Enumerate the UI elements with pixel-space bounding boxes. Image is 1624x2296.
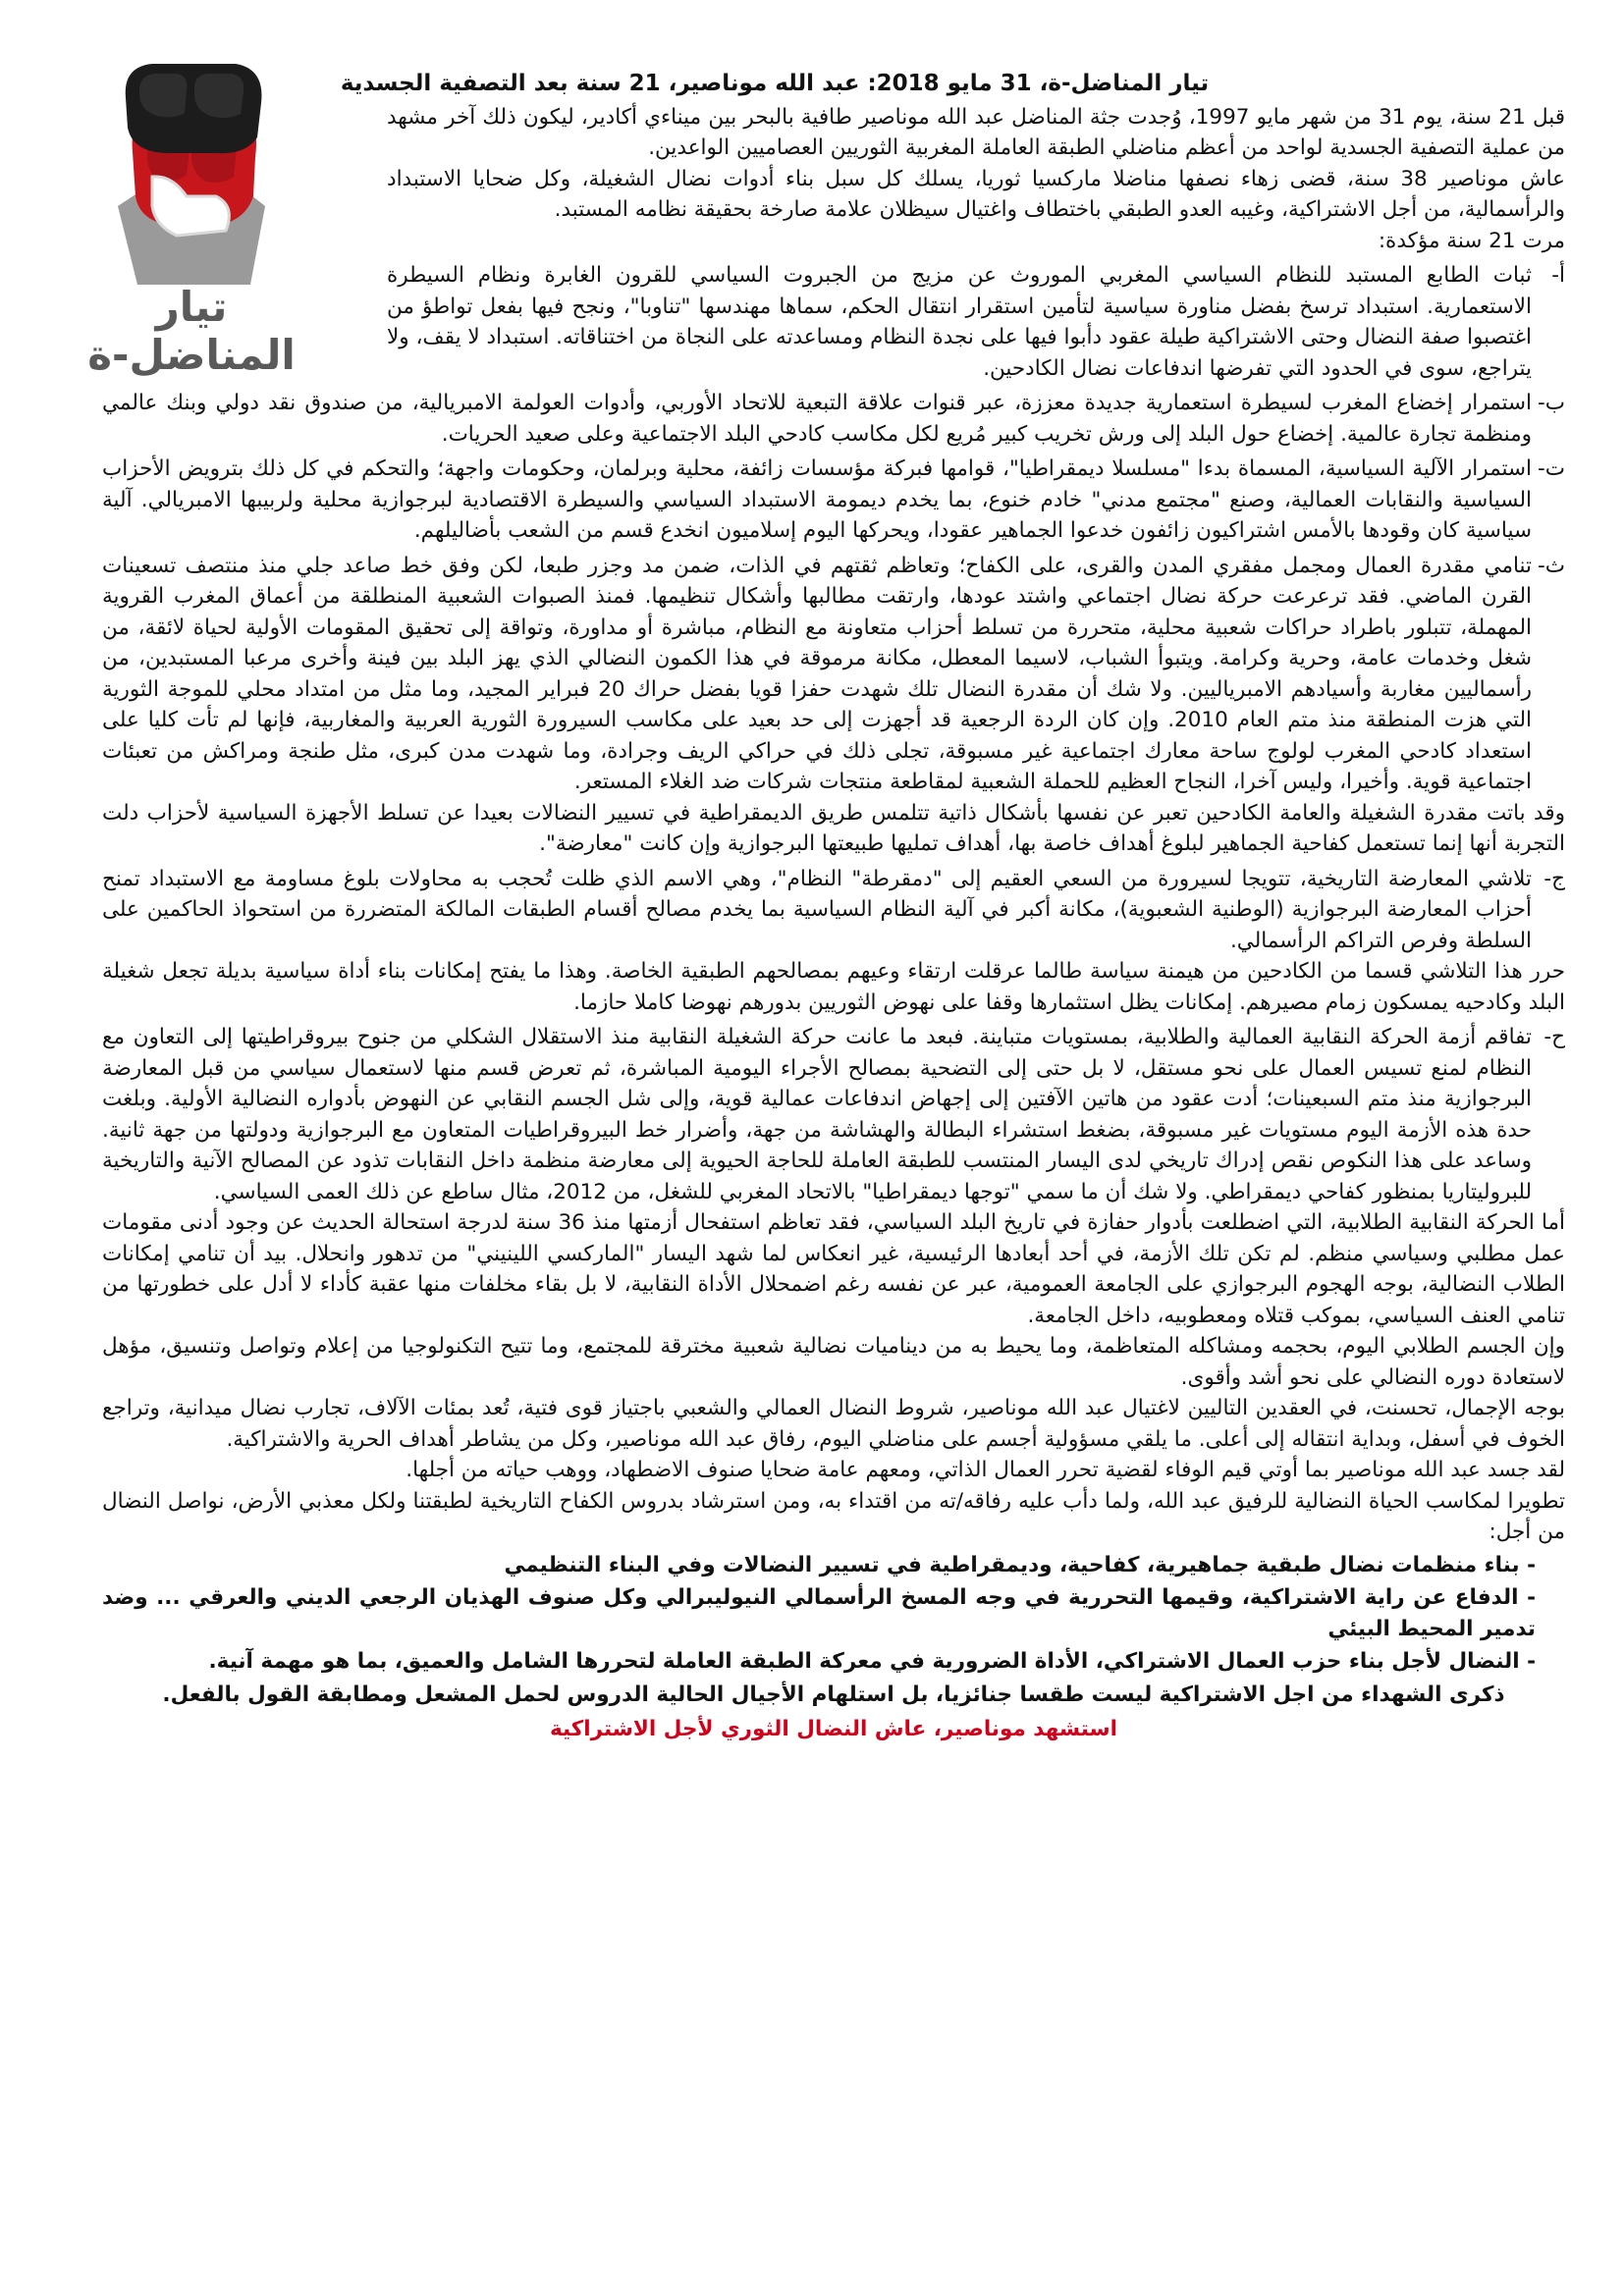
- intro-section: [387, 102, 1565, 257]
- list-item-label: ب-: [1538, 391, 1565, 415]
- intro-paragraph-1: قبل 21 سنة، يوم 31 من شهر مايو 1997، وُجدت جثة المناضل عبد الله موناصير طافية بالبحر بين ميناءي أكادير، ليكون ذلك آخر مشهد من عملية التصفية الجسدية لواحد من أعظم مناضلي الطبقة العاملة المغربية الثوريين العصاميين الواعدين.: [387, 104, 1566, 160]
- list-item-label: ث-: [1538, 553, 1565, 578]
- logo-text: تيار المناضل-ة: [87, 283, 296, 379]
- list-item-b: [102, 388, 1565, 450]
- list-item-label: ت-: [1538, 456, 1565, 481]
- demand-item: - بناء منظمات نضال طبقية جماهيرية، كفاحية، وديمقراطية في تسيير النضالات وفي البناء التنظيمي: [504, 1552, 1536, 1577]
- outro-paragraph-2: لقد جسد عبد الله موناصير بما أوتي قيم الوفاء لقضية تحرر العمال الذاتي، ومعهم عامة ضحايا صنوف الاضطهاد، ووهب حياته من أجلها.: [406, 1458, 1565, 1482]
- list-item-th: [102, 551, 1565, 798]
- demand-item: - الدفاع عن راية الاشتراكية، وقيمها التحررية في وجه المسخ الرأسمالي النيوليبرالي وكل صنوف الهذيان الرجعي الديني والعرقي ... وضد تدمير المحيط البيئي: [102, 1585, 1536, 1641]
- list-item-text: استمرار الآلية السياسية، المسماة بدءا "مسلسلا ديمقراطيا"، قوامها فبركة مؤسسات زائفة، محلية وبرلمان، وحكومات واجهة؛ والتحكم في كل ذلك بترويض الأحزاب السياسية والنقابات العمالية، وصنع "مجتمع مدني" خادم خنوع، بما يخدم ديمومة الاستبداد السياسي والسيطرة الاقتصادية لبرجوازية محلية ولربيبها الامبريالي. آلية سياسية كان وقودها بالأمس اشتراكيون زائفون خدعوا الجماهير عقودا، ويحركها اليوم إسلاميون انخدع قسم من الشعب بأضاليلهم.: [102, 456, 1532, 543]
- document-title: تيار المناضل-ة، 31 مايو 2018: عبد الله موناصير، 21 سنة بعد التصفية الجسدية: [340, 71, 1210, 96]
- list-item-t: [102, 454, 1565, 547]
- list-item-th-continuation: وقد باتت مقدرة الشغيلة والعامة الكادحين تعبر عن نفسها بأشكال ذاتية تتلمس طريق الديمقراطية في تسيير النضالات بعيدا عن تسلط الأجهزة السياسية لأحزاب دلت التجربة أنها إنما تستعمل كفاحية الجماهير لبلوغ أهداف خاصة بها، أهداف تمليها طبيعتها البرجوازية وإن كانت "معارضة".: [102, 800, 1565, 856]
- list-item-text: ثبات الطابع المستبد للنظام السياسي المغربي الموروث عن مزيج من الجبروت السياسي للقرون الغابرة ونظام السيطرة الاستعمارية. استبداد ترسخ بفضل مناورة سياسية لتأمين استقرار انتقال الحكم، سماها مهندسها "تناوبا"، ونجح فيها بفعل تواطؤ من اغتصبوا صفة النضال وحتى الاشتراكية طيلة عقود دأبوا فيها على نجدة النظام ومساعدته على النجاة من اختناقاته. استبداد لا يقف، ولا يتراجع، سوى في الحدود التي تفرضها اندفاعات نضال الكادحين.: [387, 263, 1532, 381]
- list-item-label: ح-: [1543, 1025, 1565, 1049]
- list-item-j: [102, 864, 1565, 957]
- list-item-h: [102, 1022, 1565, 1207]
- list-item-text: تفاقم أزمة الحركة النقابية العمالية والطلابية، بمستويات متباينة. فبعد ما عانت حركة الشغيلة النقابية منذ الاستقلال الشكلي من جنوح بيروقراطيتها إلى التعاون مع النظام لمنع تسيس العمال على نحو مستقل، لا بل حتى إلى التضحية بمصالح الأجراء اليومية المباشرة، ثم تعرض قسم منها لاستعمال سياسي من قبل المعارضة البرجوازية منذ متم السبعينات؛ أدت عقود من هاتين الآفتين إلى إجهاض اندفاعات عمالية قوية، وإلى شل الجسم النقابي عن النهوض بأدواره النضالية الأولية. وبلغت حدة هذه الأزمة اليوم مستويات غير مسبوقة، بضغط استشراء البطالة والهشاشة من جهة، وأضرار خط البيروقراطيات المتعاون مع البرجوازية ودولتها من جهة ثانية. وساعد على هذا النكوص نقص إدراك تاريخي لدى اليسار المنتسب للطبقة العاملة للحاجة الحيوية إلى معارضة منظمة داخل النقابات تذود عن المصالح الآنية والتاريخية للبروليتاريا بمنظور كفاحي ديمقراطي. ولا شك أن ما سمي "توجها ديمقراطيا" بالاتحاد المغربي للشغل، من 2012، مثال ساطع عن ذلك العمى السياسي.: [102, 1025, 1532, 1204]
- list-item-text: تلاشي المعارضة التاريخية، تتويجا لسيرورة من السعي العقيم إلى "دمقرطة" النظام"، وهي الاسم الذي ظلت تُحجب به محاولات بلوغ مساومة مع الاستبداد تمنح أحزاب المعارضة البرجوازية (الوطنية الشعبوية)، مكانة أكبر في آلية النظام السياسية بما يخدم مصالح أقسام الطبقات المالكة المتضررة من استحواذ الحاكمين على السلطة وفرص التراكم الرأسمالي.: [102, 866, 1532, 953]
- list-item-text: استمرار إخضاع المغرب لسيطرة استعمارية جديدة معززة، عبر قنوات علاقة التبعية للاتحاد الأوربي، وأدوات العولمة الامبريالية، من صندوق نقد دولي وبنك عالمي ومنظمة تجارة عالمية. إخضاع حول البلد إلى ورش تخريب كبير مُريع لكل مكاسب كادحي البلد الاجتماعية وعلى صعيد الحريات.: [102, 391, 1532, 447]
- student-body-paragraph: وإن الجسم الطلابي اليوم، بحجمه ومشاكله المتعاظمة، وما يحيط به من ديناميات نضالية شعبية مخترقة للمجتمع، وما تتيح التكنولوجيا من إعلام وتواصل وتنسيق، مؤهل لاستعادة دوره النضالي على نحو أشد وأقوى.: [102, 1334, 1565, 1390]
- closing-slogan: استشهد موناصير، عاش النضال الثوري لأجل الاشتراكية: [549, 1717, 1118, 1741]
- demand-item: - النضال لأجل بناء حزب العمال الاشتراكي، الأداة الضرورية في معركة الطبقة العاملة لتحررها الشامل والعميق، بما هو مهمة آنية.: [208, 1649, 1536, 1674]
- intro-paragraph-3: مرت 21 سنة مؤكدة:: [1378, 228, 1565, 253]
- list-item-a: [387, 260, 1565, 384]
- outro-paragraph-3: تطويرا لمكاسب الحياة النضالية للرفيق عبد الله، ولما دأب عليه رفاقه/ته من اقتداء به، ومن استرشاد بدروس الكفاح التاريخية لطبقتنا ولكل معذبي الأرض، نواصل النضال من أجل:: [102, 1488, 1565, 1544]
- student-movement-paragraph: أما الحركة النقابية الطلابية، التي اضطلعت بأدوار حفازة في تاريخ البلد السياسي، فقد تعاظم استفحال أزمتها منذ 36 سنة لدرجة استحالة الحديث عن وجود أدنى مقومات عمل مطلبي وسياسي منظم. لم تكن تلك الأزمة، في أحد أبعادها الرئيسية، غير انعكاس لما شهد اليسار "الماركسي اللينيني" من تدهور وانحلال. بيد أن تنامي إمكانات الطلاب النضالية، بوجه الهجوم البرجوازي على الجامعة العمومية، عبر عن نفسه رغم اضمحلال الأداة النقابية، لا بل بقاء مخلفات منها عقبة كأداء لا أدل على خطورتها من تنامي العنف السياسي، بموكب قتلاه ومعطوبيه، داخل الجامعة.: [102, 1210, 1565, 1328]
- list-item-j-continuation: حرر هذا التلاشي قسما من الكادحين من هيمنة سياسة طالما عرقلت ارتقاء وعيهم بمصالحهم الطبقية الخاصة. وهذا ما يفتح إمكانات بناء أداة سياسية بديلة تجعل شغيلة البلد وكادحيه يمسكون زمام مصيرهم. إمكانات يظل استثمارها وقفا على نهوض الثوريين بدورهم نهوضا كاملا حازما.: [102, 959, 1565, 1015]
- document-body: [102, 69, 1565, 1766]
- closing-statement: ذكرى الشهداء من اجل الاشتراكية ليست طقسا جنائزيا، بل استلهام الأجيال الحالية الدروس لحمل المشعل ومطابقة القول بالفعل.: [162, 1682, 1505, 1707]
- intro-paragraph-2: عاش موناصير 38 سنة، قضى زهاء نصفها مناضلا ماركسيا ثوريا، يسلك كل سبل بناء أدوات نضال الشغيلة، وكل ضحايا الاستبداد والرأسمالية، من أجل الاشتراكية، وغيبه العدو الطبقي باختطاف واغتيال سيظلان علامة صارخة بحقيقة نظامه المستبد.: [387, 166, 1566, 222]
- list-item-label: أ-: [1551, 263, 1565, 288]
- outro-paragraph-1: بوجه الإجمال، تحسنت، في العقدين التاليين لاغتيال عبد الله موناصير، شروط النضال العمالي والشعبي باجتياز قوى فتية، تُعد بمئات الآلاف، تجارب نضال ميدانية، وتراجع الخوف في أسفل، وبداية انتقاله إلى أعلى. ما يلقي مسؤولية أجسم على مناضلي اليوم، رفاق عبد الله موناصير، وكل من يشاطر أهداف الحرية والاشتراكية.: [102, 1396, 1565, 1452]
- list-item-text: تنامي مقدرة العمال ومجمل مفقري المدن والقرى، على الكفاح؛ وتعاظم ثقتهم في الذات، ضمن مد وجزر طبعا، لكن وفق خط صاعد جلي منذ منتصف تسعينات القرن الماضي. فقد ترعرعت حركة نضال اجتماعي واشتد عودها، وارتقت مطالبها وأشكال تنظيمها. فمنذ الصبوات الشعبية المنطلقة من أعماق المغرب القروية المهملة، تتبلور باطراد حراكات شعبية محلية، متحررة من تسلط أحزاب متعاونة مع النظام، مباشرة أو مداورة، وتواقة إلى تحقيق المقومات الأولية لحياة لائقة، من شغل وخدمات عامة، وحرية وكرامة. ويتبوأ الشباب، لاسيما المعطل، مكانة مرموقة في هذا الكمون النضالي الذي يهز البلد بين فينة وأخرى مرعبا المستبدين، من رأسماليين مغاربة وأسيادهم الامبرياليين. ولا شك أن مقدرة النضال تلك شهدت حفزا قويا بفضل حراك 20 فبراير المجيد، وما مثل من امتداد محلي للموجة الثورية التي هزت المنطقة منذ متم العام 2010. وإن كان الردة الرجعية قد أجهزت إلى حد بعيد على مكاسب السيرورة الثورية العربية والمغاربية، فإنها لم تأت كليا على استعداد كادحي المغرب لولوج ساحة معارك اجتماعية غير مسبوقة، تجلى ذلك في حراكي الريف وجرادة، وما شهدت مدن كبرى، مثل طنجة ومراكش من تعبئات اجتماعية قوية. وأخيرا، وليس آخرا، النجاح العظيم للحملة الشعبية لمقاطعة منتجات شركات ضد الغلاء المستعر.: [102, 553, 1532, 794]
- demands-list: [102, 1550, 1536, 1678]
- list-item-label: ج-: [1543, 866, 1565, 891]
